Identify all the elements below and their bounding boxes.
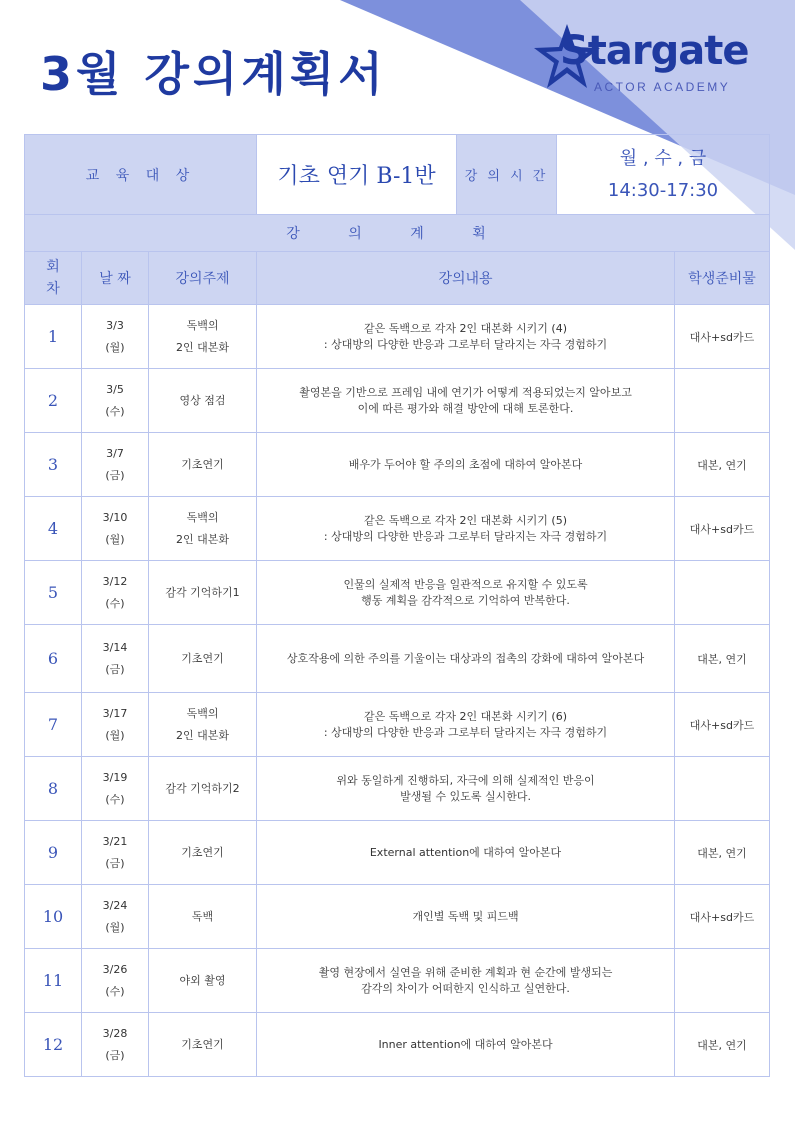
row-day: (금) xyxy=(105,662,125,676)
row-content-line1: 배우가 두어야 할 주의의 초점에 대하여 알아본다 xyxy=(348,457,583,471)
row-content xyxy=(257,757,675,821)
row-date xyxy=(82,757,149,821)
row-number: 8 xyxy=(25,757,82,821)
row-content-line1: External attention에 대하여 알아본다 xyxy=(369,845,562,859)
plan-header: 강 의 계 획 xyxy=(25,215,770,252)
table-row xyxy=(25,625,770,693)
row-content xyxy=(257,1013,675,1077)
row-content xyxy=(257,305,675,369)
column-header-row xyxy=(25,252,770,305)
row-content xyxy=(257,693,675,757)
row-content-line1: 촬영본을 기반으로 프레임 내에 연기가 어떻게 적용되었는지 알아보고 xyxy=(299,385,632,399)
row-number: 9 xyxy=(25,821,82,885)
stargate-logo xyxy=(532,22,772,102)
row-topic-line1: 영상 점검 xyxy=(179,393,226,407)
row-date xyxy=(82,433,149,497)
row-date xyxy=(82,885,149,949)
row-day: (수) xyxy=(105,404,125,418)
row-topic xyxy=(149,885,257,949)
row-materials: 대사+sd카드 xyxy=(675,305,770,369)
row-topic xyxy=(149,625,257,693)
row-day: (금) xyxy=(105,856,125,870)
row-topic-line2: 2인 대본화 xyxy=(176,728,229,742)
table-row xyxy=(25,497,770,561)
table-row xyxy=(25,885,770,949)
col-round xyxy=(25,252,82,305)
row-day: (월) xyxy=(105,728,125,742)
row-content xyxy=(257,885,675,949)
row-content-line1: Inner attention에 대하여 알아본다 xyxy=(378,1037,553,1051)
row-date xyxy=(82,693,149,757)
table-row xyxy=(25,1013,770,1077)
plan-header-row xyxy=(25,215,770,252)
target-label: 교 육 대 상 xyxy=(25,135,257,215)
row-date-value: 3/26 xyxy=(102,962,128,976)
row-date-value: 3/7 xyxy=(106,446,124,460)
row-content xyxy=(257,949,675,1013)
row-number: 11 xyxy=(25,949,82,1013)
row-content-line1: 촬영 현장에서 실연을 위해 준비한 계획과 현 순간에 발생되는 xyxy=(318,965,613,979)
row-date-value: 3/28 xyxy=(102,1026,128,1040)
row-day: (금) xyxy=(105,468,125,482)
row-content-line2: : 상대방의 다양한 반응과 그로부터 달라지는 자극 경험하기 xyxy=(323,529,608,543)
row-number: 6 xyxy=(25,625,82,693)
page-title: 3월 강의계획서 xyxy=(40,47,387,101)
time-value xyxy=(557,135,770,215)
table-row xyxy=(25,561,770,625)
row-content-line1: 상호작용에 의한 주의를 기울이는 대상과의 접촉의 강화에 대하여 알아본다 xyxy=(286,651,645,665)
lecture-hours: 14:30-17:30 xyxy=(607,179,719,201)
row-topic xyxy=(149,821,257,885)
row-materials: 대본, 연기 xyxy=(675,821,770,885)
table-row xyxy=(25,693,770,757)
row-day: (월) xyxy=(105,340,125,354)
row-day: (수) xyxy=(105,596,125,610)
row-content xyxy=(257,497,675,561)
row-topic-line1: 기초연기 xyxy=(181,1037,224,1051)
col-content: 강의내용 xyxy=(257,252,675,305)
row-topic xyxy=(149,757,257,821)
row-day: (수) xyxy=(105,792,125,806)
row-content-line1: 같은 독백으로 각자 2인 대본화 시키기 (6) xyxy=(364,709,567,723)
row-number: 1 xyxy=(25,305,82,369)
row-content xyxy=(257,433,675,497)
table-row xyxy=(25,369,770,433)
row-topic xyxy=(149,949,257,1013)
col-round-bottom: 차 xyxy=(46,281,60,297)
row-content-line2: 감각의 차이가 어떠한지 인식하고 실연한다. xyxy=(361,981,570,995)
row-number: 7 xyxy=(25,693,82,757)
row-topic-line1: 기초연기 xyxy=(181,845,224,859)
row-date xyxy=(82,561,149,625)
table-row xyxy=(25,305,770,369)
row-topic xyxy=(149,693,257,757)
row-day: (금) xyxy=(105,1048,125,1062)
row-topic-line1: 기초연기 xyxy=(181,651,224,665)
row-content-line1: 개인별 독백 및 피드백 xyxy=(412,909,519,923)
row-date xyxy=(82,497,149,561)
row-number: 5 xyxy=(25,561,82,625)
row-materials: 대사+sd카드 xyxy=(675,693,770,757)
row-date xyxy=(82,305,149,369)
row-materials xyxy=(675,369,770,433)
row-content-line1: 위와 동일하게 진행하되, 자극에 의해 실제적인 반응이 xyxy=(336,773,595,787)
row-date xyxy=(82,821,149,885)
row-date-value: 3/24 xyxy=(102,898,128,912)
row-topic-line1: 야외 촬영 xyxy=(179,973,226,987)
row-materials: 대본, 연기 xyxy=(675,1013,770,1077)
row-date xyxy=(82,369,149,433)
row-materials: 대사+sd카드 xyxy=(675,497,770,561)
lecture-plan-table xyxy=(24,134,770,1077)
row-topic xyxy=(149,369,257,433)
row-topic xyxy=(149,1013,257,1077)
row-number: 4 xyxy=(25,497,82,561)
row-date-value: 3/21 xyxy=(102,834,128,848)
row-date-value: 3/19 xyxy=(102,770,128,784)
row-topic-line1: 독백의 xyxy=(186,318,219,332)
row-date xyxy=(82,949,149,1013)
row-topic-line1: 기초연기 xyxy=(181,457,224,471)
row-topic xyxy=(149,305,257,369)
plan-rows xyxy=(25,305,770,1077)
row-content-line1: 같은 독백으로 각자 2인 대본화 시키기 (4) xyxy=(364,321,567,335)
row-content-line1: 같은 독백으로 각자 2인 대본화 시키기 (5) xyxy=(364,513,567,527)
row-topic-line2: 2인 대본화 xyxy=(176,532,229,546)
row-content xyxy=(257,625,675,693)
table-row xyxy=(25,757,770,821)
col-topic: 강의주제 xyxy=(149,252,257,305)
row-topic-line2: 2인 대본화 xyxy=(176,340,229,354)
row-day: (월) xyxy=(105,920,125,934)
row-date-value: 3/5 xyxy=(106,382,124,396)
row-topic-line1: 독백 xyxy=(191,909,214,923)
row-topic xyxy=(149,497,257,561)
logo-sub-text: ACTOR ACADEMY xyxy=(594,80,731,94)
row-content-line2: : 상대방의 다양한 반응과 그로부터 달라지는 자극 경험하기 xyxy=(323,337,608,351)
row-number: 12 xyxy=(25,1013,82,1077)
target-value: 기초 연기 B-1반 xyxy=(257,135,457,215)
row-content xyxy=(257,821,675,885)
row-topic xyxy=(149,433,257,497)
row-topic-line1: 감각 기억하기2 xyxy=(165,781,240,795)
row-number: 10 xyxy=(25,885,82,949)
row-day: (수) xyxy=(105,984,125,998)
row-content xyxy=(257,561,675,625)
row-content-line2: 발생될 수 있도록 실시한다. xyxy=(400,789,531,803)
row-date-value: 3/12 xyxy=(102,574,128,588)
row-date-value: 3/14 xyxy=(102,640,128,654)
row-day: (월) xyxy=(105,532,125,546)
row-topic-line1: 독백의 xyxy=(186,510,219,524)
row-content xyxy=(257,369,675,433)
row-topic xyxy=(149,561,257,625)
row-content-line2: 이에 따른 평가와 해결 방안에 대해 토론한다. xyxy=(357,401,574,415)
time-label: 강 의 시 간 xyxy=(457,135,557,215)
row-materials: 대사+sd카드 xyxy=(675,885,770,949)
row-materials xyxy=(675,561,770,625)
row-date-value: 3/17 xyxy=(102,706,128,720)
lecture-days: 월 , 수 , 금 xyxy=(619,147,707,169)
row-date xyxy=(82,1013,149,1077)
table-row xyxy=(25,821,770,885)
row-date-value: 3/10 xyxy=(102,510,128,524)
row-materials: 대본, 연기 xyxy=(675,625,770,693)
col-materials: 학생준비물 xyxy=(675,252,770,305)
row-date xyxy=(82,625,149,693)
row-topic-line1: 감각 기억하기1 xyxy=(165,585,240,599)
row-content-line2: : 상대방의 다양한 반응과 그로부터 달라지는 자극 경험하기 xyxy=(323,725,608,739)
row-materials xyxy=(675,949,770,1013)
col-round-top: 회 xyxy=(46,259,60,275)
row-topic-line1: 독백의 xyxy=(186,706,219,720)
row-content-line1: 인물의 실제적 반응을 일관적으로 유지할 수 있도록 xyxy=(343,577,588,591)
table-row xyxy=(25,949,770,1013)
row-materials xyxy=(675,757,770,821)
logo-main-text: Stargate xyxy=(560,28,749,74)
row-materials: 대본, 연기 xyxy=(675,433,770,497)
row-date-value: 3/3 xyxy=(106,318,124,332)
row-number: 2 xyxy=(25,369,82,433)
info-row xyxy=(25,135,770,215)
row-number: 3 xyxy=(25,433,82,497)
table-row xyxy=(25,433,770,497)
col-date: 날 짜 xyxy=(82,252,149,305)
row-content-line2: 행동 계획을 감각적으로 기억하여 반복한다. xyxy=(361,593,570,607)
